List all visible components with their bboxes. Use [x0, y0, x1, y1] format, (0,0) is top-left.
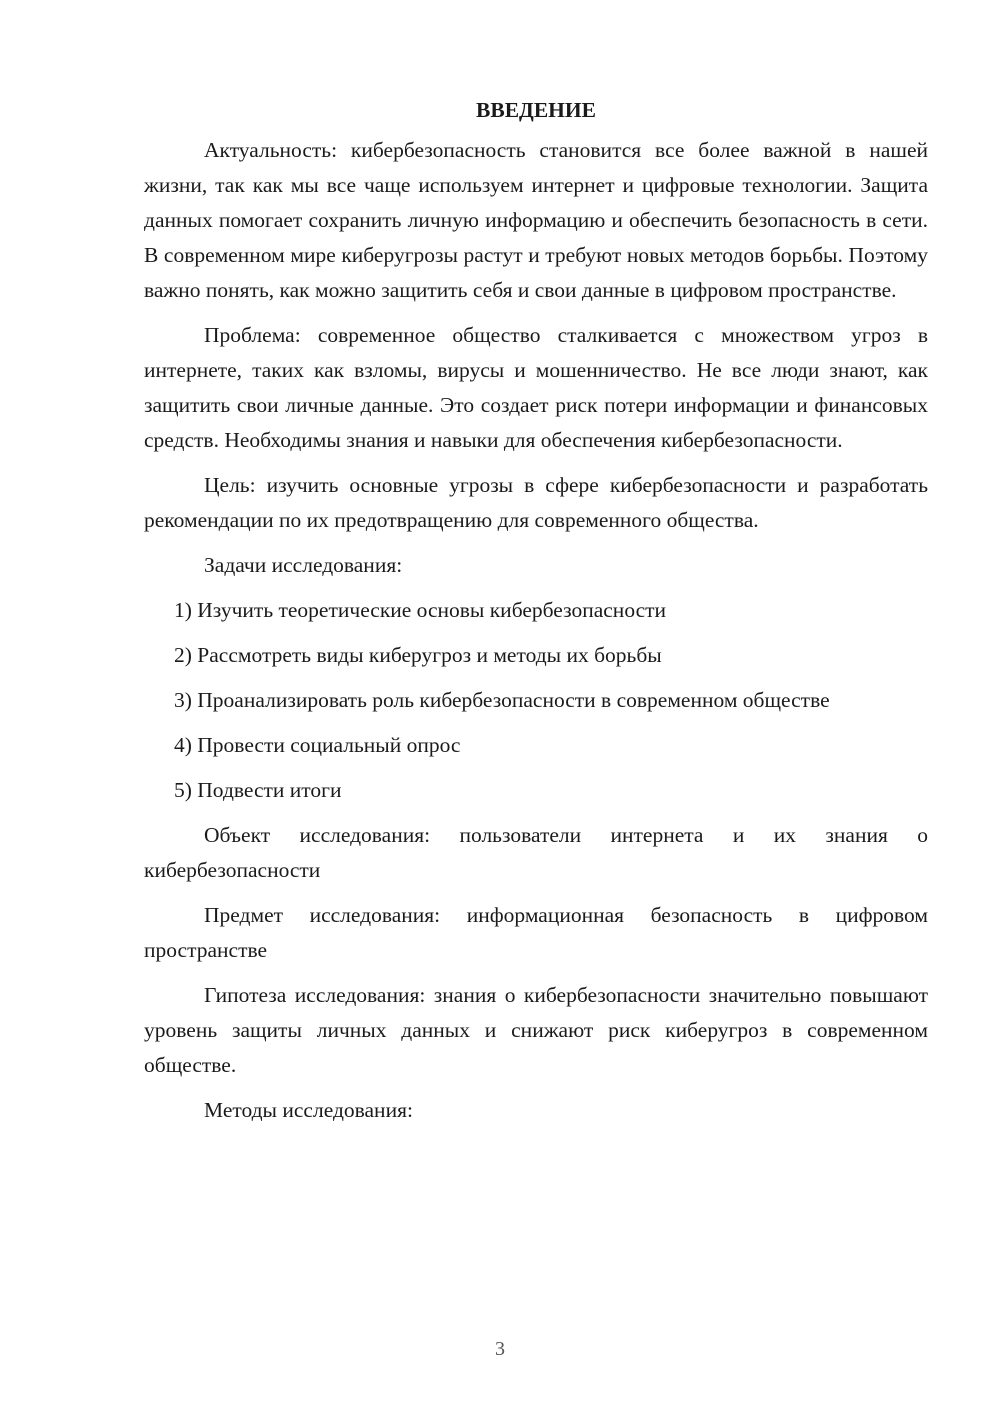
methods-heading: Методы исследования:	[204, 1098, 413, 1122]
task-item-3: 3) Проанализировать роль кибербезопасности в современном обществе	[174, 688, 830, 712]
paragraph-problem: Проблема: современное общество сталкивается с множеством угроз в интернете, таких как взломы, вирусы и мошенничество. Не все люди знают, как защитить свои личные данные. Это создает риск потери информации и финансовых средств. Необходимы знания и навыки для обеспечения кибербезопасности.	[144, 323, 928, 452]
task-item-5: 5) Подвести итоги	[174, 778, 342, 802]
task-item-1: 1) Изучить теоретические основы кибербезопасности	[174, 598, 667, 622]
page-number: 3	[495, 1338, 505, 1360]
paragraph-object: Объект исследования: пользователи интернета и их знания о кибербезопасности	[144, 823, 928, 882]
paragraph-goal: Цель: изучить основные угрозы в сфере кибербезопасности и разработать рекомендации по их предотвращению для современного общества.	[144, 473, 928, 532]
page-content	[144, 93, 928, 1138]
paragraph-hypothesis: Гипотеза исследования: знания о кибербезопасности значительно повышают уровень защиты личных данных и снижают риск киберугроз в современном обществе.	[144, 983, 928, 1077]
tasks-heading: Задачи исследования:	[204, 553, 403, 577]
task-item-4: 4) Провести социальный опрос	[174, 733, 461, 757]
paragraph-relevance: Актуальность: кибербезопасность становится все более важной в нашей жизни, так как мы все чаще используем интернет и цифровые технологии. Защита данных помогает сохранить личную информацию и обеспечить безопасность в сети. В современном мире киберугрозы растут и требуют новых методов борьбы. Поэтому важно понять, как можно защитить себя и свои данные в цифровом пространстве.	[144, 138, 928, 302]
section-title: ВВЕДЕНИЕ	[476, 98, 596, 122]
task-item-2: 2) Рассмотреть виды киберугроз и методы их борьбы	[174, 643, 662, 667]
paragraph-subject: Предмет исследования: информационная безопасность в цифровом пространстве	[144, 903, 928, 962]
